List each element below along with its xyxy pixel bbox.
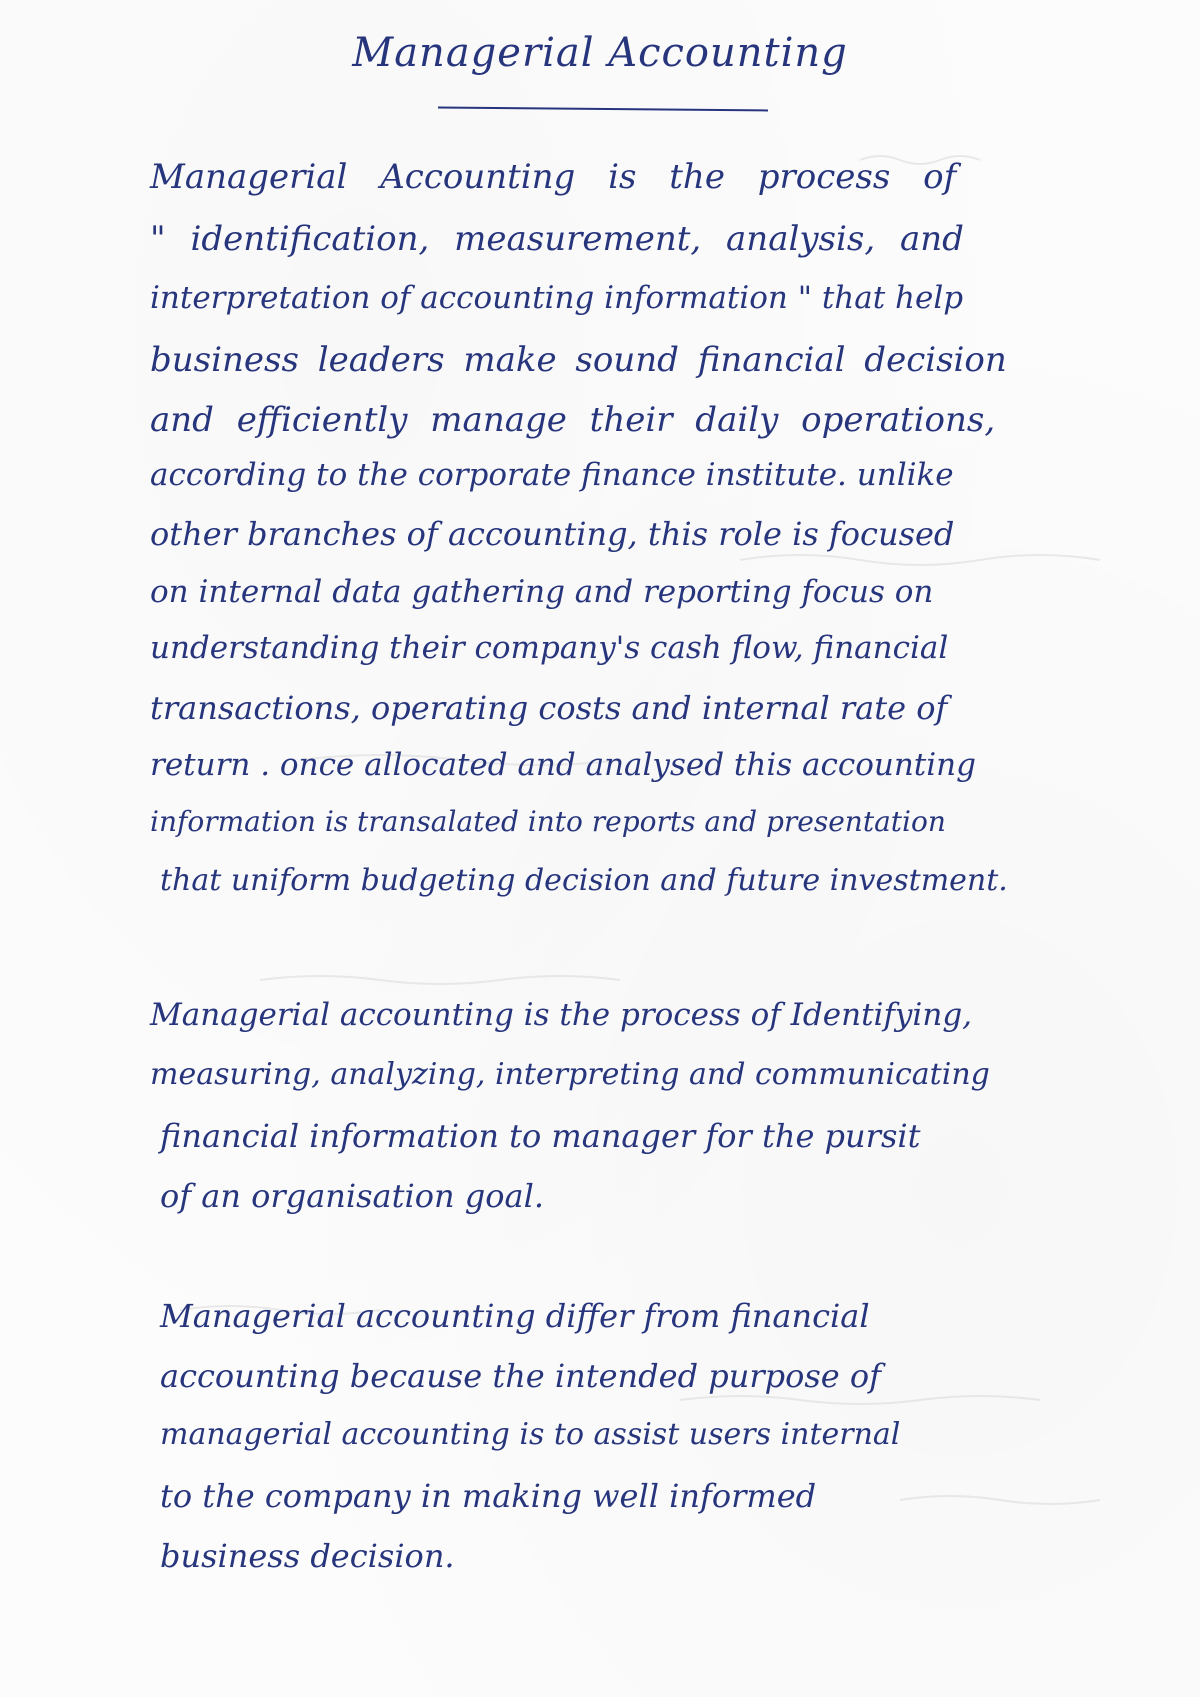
text-line: financial information to manager for the pursit xyxy=(160,1117,921,1155)
text-line: business decision. xyxy=(160,1537,455,1575)
text-line: on internal data gathering and reporting focus on xyxy=(150,574,934,610)
text-line: interpretation of accounting information " that help xyxy=(150,280,964,316)
text-line: transactions, operating costs and internal rate of xyxy=(150,689,948,727)
text-line: according to the corporate finance institute. unlike xyxy=(150,457,954,493)
text-line: measuring, analyzing, interpreting and communicating xyxy=(150,1057,990,1092)
text-line: and efficiently manage their daily operations, xyxy=(150,400,996,440)
text-line: managerial accounting is to assist users internal xyxy=(160,1417,901,1452)
text-line: accounting because the intended purpose of xyxy=(160,1357,882,1395)
page-title: Managerial Accounting xyxy=(352,30,848,76)
text-line: return . once allocated and analysed this accounting xyxy=(150,747,976,783)
text-line: " identification, measurement, analysis, and xyxy=(150,219,964,259)
text-line: of an organisation goal. xyxy=(160,1177,544,1215)
text-line: Managerial accounting is the process of Identifying, xyxy=(150,997,973,1033)
text-line: business leaders make sound financial decision xyxy=(150,340,1007,380)
text-line: that uniform budgeting decision and future investment. xyxy=(160,863,1008,898)
text-line: information is transalated into reports and presentation xyxy=(150,805,946,838)
text-line: understanding their company's cash flow, financial xyxy=(150,630,949,666)
text-line: to the company in making well informed xyxy=(160,1477,817,1515)
text-line: Managerial Accounting is the process of xyxy=(150,157,957,197)
text-line: Managerial accounting differ from financial xyxy=(160,1297,870,1335)
text-line: other branches of accounting, this role is focused xyxy=(150,515,955,553)
